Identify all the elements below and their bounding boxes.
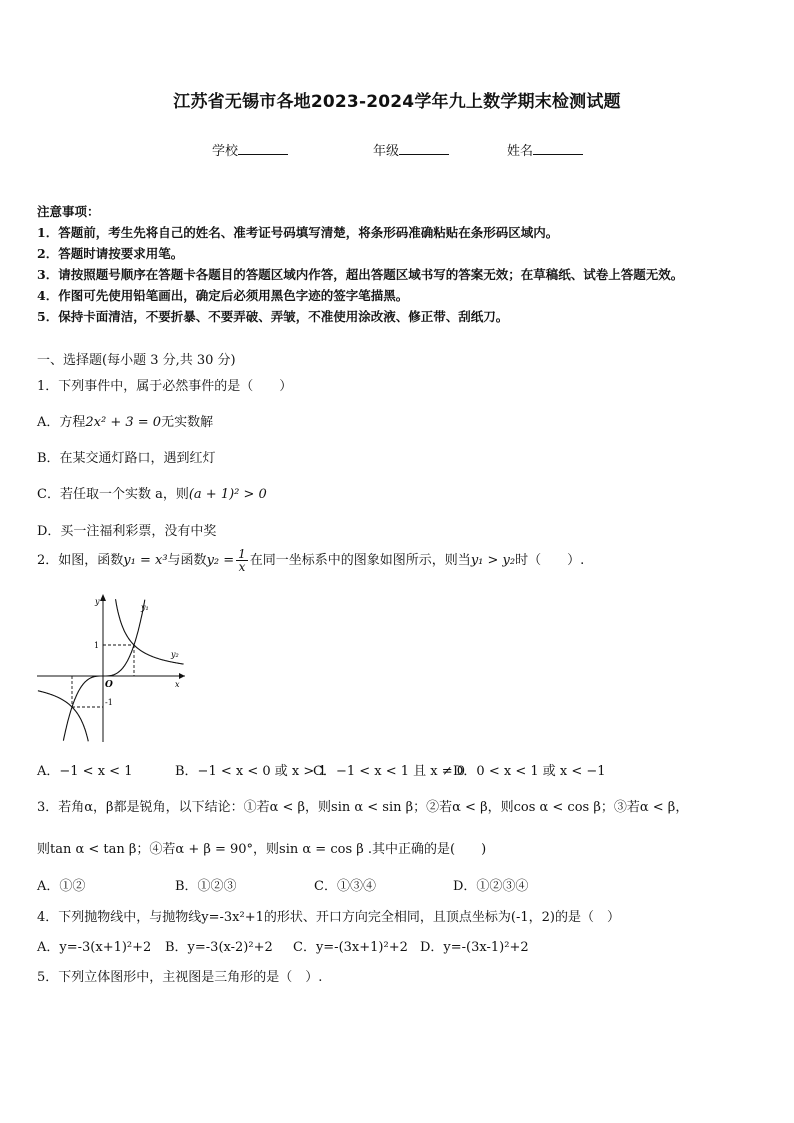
q2-option-b: B．−1 < x < 0 或 x > 1	[175, 764, 327, 779]
notice-item: 1．答题前，考生先将自己的姓名、准考证号码填写清楚，将条形码准确粘贴在条形码区域内。	[37, 225, 559, 240]
x-arrow	[179, 673, 185, 679]
q2-post: 在同一坐标系中的图象如图所示，则当	[249, 553, 471, 568]
school-field[interactable]	[212, 140, 288, 159]
notice-heading: 注意事项：	[37, 204, 100, 219]
fraction-numerator: 1	[238, 547, 246, 561]
notice-item: 2．答题时请按要求用笔。	[37, 246, 184, 261]
name-blank[interactable]	[533, 142, 583, 155]
q3-line1: 3．若角α，β都是锐角，以下结论：①若α < β，则sin α < sin β；②若α < β，则cos α < cos β；③若α < β，	[37, 800, 689, 815]
name-field[interactable]	[507, 140, 583, 159]
q4-option-c: C．y=-(3x+1)²+2	[293, 940, 408, 955]
q1-option-d: D．买一注福利彩票，没有中奖	[37, 524, 217, 539]
curve-y2-label: y₂	[171, 650, 179, 659]
q1-a-formula: 2x² + 3 = 0	[85, 415, 162, 430]
q2-stem	[37, 548, 584, 573]
q3-option-c: C．①③④	[314, 879, 376, 894]
q1-a-prefix: A．方程	[37, 415, 86, 430]
school-blank[interactable]	[238, 142, 288, 155]
tick-label-1: 1	[94, 641, 100, 650]
q3-option-d: D．①②③④	[453, 879, 529, 894]
q3-line2: 则tan α < tan β；④若α + β = 90°，则sin α = cos β .其中正确的是( )	[37, 842, 487, 857]
curve-y1	[63, 600, 144, 741]
function-graph	[37, 592, 189, 744]
q2-option-d: D．0 < x < 1 或 x < −1	[453, 764, 606, 779]
y-axis-label: y	[95, 597, 100, 606]
q2-y1: y₁ = x³	[123, 553, 168, 568]
q5-stem: 5．下列立体图形中，主视图是三角形的是（ ）.	[37, 970, 323, 985]
q4-options	[37, 936, 529, 955]
q2-mid: 与函数	[167, 553, 207, 568]
q4-option-b: B．y=-3(x-2)²+2	[165, 940, 273, 955]
school-label: 学校	[212, 144, 239, 159]
section-heading: 一、选择题(每小题 3 分,共 30 分)	[37, 353, 236, 368]
q1-option-b: B．在某交通灯路口，遇到红灯	[37, 451, 216, 466]
q1-stem: 1．下列事件中，属于必然事件的是（ ）	[37, 379, 293, 394]
q1-c-prefix: C．若任取一个实数 a，则	[37, 487, 189, 502]
q1-option-a	[37, 411, 213, 430]
q4-option-d: D．y=-(3x-1)²+2	[420, 940, 529, 955]
q4-option-a: A．y=-3(x+1)²+2	[37, 940, 152, 955]
x-axis-label: x	[175, 680, 180, 689]
q2-fraction	[236, 548, 248, 573]
notice-item: 5．保持卡面清洁，不要折暴、不要弄破、弄皱，不准使用涂改液、修正带、刮纸刀。	[37, 309, 509, 324]
grade-label: 年级	[373, 144, 400, 159]
q1-c-formula: (a + 1)² > 0	[188, 487, 267, 502]
q2-pre: 2．如图，函数	[37, 553, 124, 568]
tick-label-neg1: -1	[105, 698, 113, 707]
q2-y2-lhs: y₂ =	[206, 553, 235, 568]
q4-stem: 4．下列抛物线中，与抛物线y=-3x²+1的形状、开口方向完全相同，且顶点坐标为(-1，2)的是（ ）	[37, 910, 620, 925]
q2-option-c: C．−1 < x < 1 且 x ≠ 0	[313, 764, 466, 779]
q2-options	[37, 760, 606, 779]
curve-y2-left	[38, 691, 88, 742]
grade-blank[interactable]	[399, 142, 449, 155]
grade-field[interactable]	[373, 140, 449, 159]
q3-option-a: A．①②	[37, 879, 86, 894]
curve-y1-label: y₁	[141, 603, 149, 612]
q2-option-a: A．−1 < x < 1	[37, 764, 133, 779]
q2-condition: y₁ > y₂	[470, 553, 516, 568]
page-title: 江苏省无锡市各地2023-2024学年九上数学期末检测试题	[173, 92, 621, 112]
notice-item: 4．作图可先使用铅笔画出，确定后必须用黑色字迹的签字笔描黑。	[37, 288, 409, 303]
fraction-denominator: x	[238, 560, 246, 574]
q3-options	[37, 875, 529, 894]
origin-label: O	[105, 680, 113, 690]
y-arrow	[100, 594, 106, 601]
q2-tail: 时（ ）.	[515, 553, 585, 568]
name-label: 姓名	[507, 144, 534, 159]
q3-option-b: B．①②③	[175, 879, 237, 894]
q1-a-suffix: 无实数解	[161, 415, 214, 430]
q1-option-c	[37, 483, 267, 502]
notice-item: 3．请按照题号顺序在答题卡各题目的答题区域内作答，超出答题区域书写的答案无效；在草稿纸、试卷上答题无效。	[37, 267, 684, 282]
